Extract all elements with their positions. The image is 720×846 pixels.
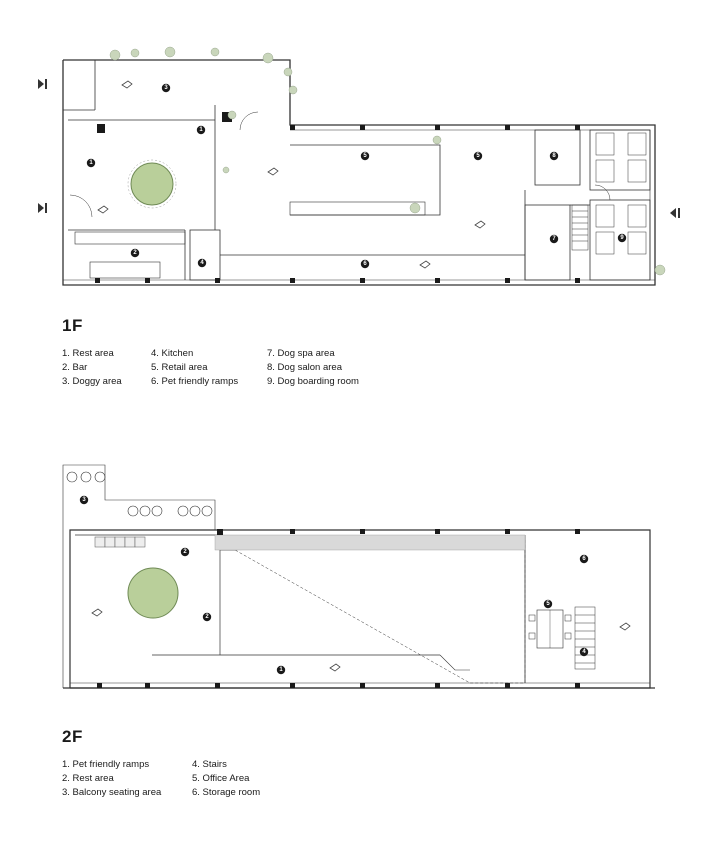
floor-title-1f: 1F xyxy=(62,316,83,335)
tree-2f xyxy=(128,568,178,618)
legend-item: 4. Stairs xyxy=(192,759,227,770)
legend-1f-col-2 xyxy=(151,347,238,389)
svg-text:4: 4 xyxy=(582,649,586,655)
legend-item: 6. Pet friendly ramps xyxy=(151,376,239,387)
plan-2f-drawing xyxy=(0,455,720,700)
marker-dog-boarding xyxy=(618,234,626,242)
legend-item: 1. Rest area xyxy=(62,348,114,359)
svg-text:6: 6 xyxy=(582,556,586,562)
marker-pet-ramps xyxy=(361,260,369,268)
legend-item: 3. Balcony seating area xyxy=(62,787,162,798)
legend-2f-col-1 xyxy=(62,758,161,800)
marker-rest-area xyxy=(87,159,95,167)
marker-retail-area-2 xyxy=(474,152,482,160)
svg-text:5: 5 xyxy=(363,153,367,159)
floor-plan-2f xyxy=(0,455,720,700)
floor-title-2f: 2F xyxy=(62,727,83,746)
svg-text:6: 6 xyxy=(363,261,367,267)
marker-dog-spa xyxy=(550,235,558,243)
svg-text:3: 3 xyxy=(82,497,86,503)
marker-rest-area-2f xyxy=(181,548,189,556)
marker-rest-area-2f-2 xyxy=(203,613,211,621)
legend-item: 2. Rest area xyxy=(62,773,114,784)
marker-retail-area xyxy=(361,152,369,160)
marker-kitchen xyxy=(198,259,206,267)
svg-text:2: 2 xyxy=(205,614,209,620)
svg-text:5: 5 xyxy=(546,601,550,607)
marker-rest-area-2 xyxy=(197,126,205,134)
svg-text:2: 2 xyxy=(183,549,187,555)
upper-corridor xyxy=(215,535,525,550)
marker-pet-ramps-2f xyxy=(277,666,285,674)
legend-item: 2. Bar xyxy=(62,362,88,373)
dog-icons-2f xyxy=(92,609,630,671)
legend-item: 3. Doggy area xyxy=(62,376,122,387)
svg-text:1: 1 xyxy=(89,160,93,166)
floor-plan-1f xyxy=(0,0,720,300)
legend-item: 5. Office Area xyxy=(192,773,250,784)
svg-text:2: 2 xyxy=(133,250,137,256)
marker-storage xyxy=(580,555,588,563)
marker-office xyxy=(544,600,552,608)
svg-text:1: 1 xyxy=(199,127,203,133)
legend-item: 4. Kitchen xyxy=(151,348,194,359)
legend-1f-col-1 xyxy=(62,347,122,389)
legend-1f-col-3 xyxy=(267,347,359,389)
legend-2f-col-2 xyxy=(192,758,260,800)
legend-item: 9. Dog boarding room xyxy=(267,376,359,387)
svg-text:4: 4 xyxy=(200,260,204,266)
legend-item: 5. Retail area xyxy=(151,362,208,373)
marker-bar xyxy=(131,249,139,257)
svg-text:9: 9 xyxy=(620,235,624,241)
svg-text:8: 8 xyxy=(552,153,556,159)
svg-text:1: 1 xyxy=(279,667,283,673)
svg-text:5: 5 xyxy=(476,153,480,159)
legend-item: 8. Dog salon area xyxy=(267,362,342,373)
marker-doggy-area xyxy=(162,84,170,92)
svg-text:7: 7 xyxy=(552,236,556,242)
legend-item: 7. Dog spa area xyxy=(267,348,335,359)
marker-dog-salon xyxy=(550,152,558,160)
legend-item: 6. Storage room xyxy=(192,787,261,798)
tree-1f xyxy=(131,163,173,205)
marker-balcony xyxy=(80,496,88,504)
svg-text:3: 3 xyxy=(164,85,168,91)
marker-stairs xyxy=(580,648,588,656)
shelving-2f xyxy=(95,537,145,547)
plan-1f-drawing xyxy=(0,0,720,300)
entrance-arrows-1f xyxy=(38,79,680,218)
legend-item: 1. Pet friendly ramps xyxy=(62,759,150,770)
